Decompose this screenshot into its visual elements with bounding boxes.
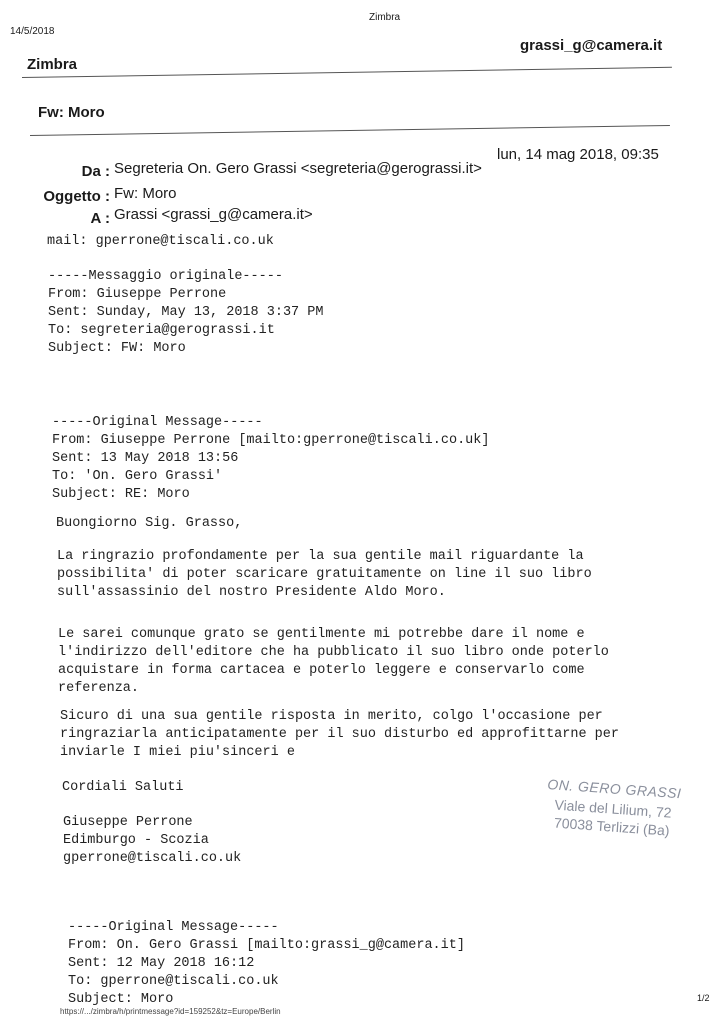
stamp-street: Viale del Lilium, 72 bbox=[553, 796, 673, 821]
paragraph-line: l'indirizzo dell'editore che ha pubblicato il suo libro onde poterlo bbox=[58, 645, 609, 660]
mail-line: mail: gperrone@tiscali.co.uk bbox=[47, 234, 274, 249]
signature-location: Edimburgo - Scozia bbox=[63, 833, 209, 848]
fwd3-from: From: On. Gero Grassi [mailto:grassi_g@camera.it] bbox=[68, 938, 465, 953]
paragraph-1 bbox=[57, 548, 592, 602]
fwd2-sent: Sent: 13 May 2018 13:56 bbox=[52, 451, 239, 466]
signature-name: Giuseppe Perrone bbox=[63, 815, 193, 830]
paragraph-line: Le sarei comunque grato se gentilmente mi potrebbe dare il nome e bbox=[58, 627, 585, 642]
subject-label: Oggetto : bbox=[43, 188, 110, 205]
print-date: 14/5/2018 bbox=[10, 26, 55, 37]
message-subject-title: Fw: Moro bbox=[38, 104, 105, 121]
to-label: A : bbox=[90, 210, 110, 227]
print-url: https://.../zimbra/h/printmessage?id=159252&tz=Europe/Berlin bbox=[60, 1007, 281, 1016]
stamp-city: 70038 Terlizzi (Ba) bbox=[553, 814, 671, 839]
header-divider bbox=[22, 67, 672, 78]
to-value: Grassi <grassi_g@camera.it> bbox=[114, 206, 313, 223]
stamp-name: ON. GERO GRASSI bbox=[546, 776, 682, 802]
fwd2-separator: -----Original Message----- bbox=[52, 415, 263, 430]
signature bbox=[63, 814, 241, 868]
fwd1-block bbox=[48, 268, 323, 358]
fwd1-sent: Sent: Sunday, May 13, 2018 3:37 PM bbox=[48, 305, 324, 320]
fwd2-from: From: Giuseppe Perrone [mailto:gperrone@tiscali.co.uk] bbox=[52, 433, 490, 448]
fwd2-block bbox=[52, 414, 489, 504]
fwd3-separator: -----Original Message----- bbox=[68, 920, 279, 935]
from-label: Da : bbox=[81, 163, 110, 180]
fwd2-subject: Subject: RE: Moro bbox=[52, 487, 190, 502]
fwd1-subject: Subject: FW: Moro bbox=[48, 341, 186, 356]
signature-email: gperrone@tiscali.co.uk bbox=[63, 851, 242, 866]
paragraph-line: ringraziarla anticipatamente per il suo disturbo ed approfittarne per bbox=[60, 727, 619, 742]
from-value: Segreteria On. Gero Grassi <segreteria@gerograssi.it> bbox=[114, 160, 482, 177]
fwd3-to: To: gperrone@tiscali.co.uk bbox=[68, 974, 279, 989]
message-date: lun, 14 mag 2018, 09:35 bbox=[497, 146, 659, 163]
paragraph-line: La ringrazio profondamente per la sua gentile mail riguardante la bbox=[57, 549, 584, 564]
paragraph-line: inviarle I miei piu'sinceri e bbox=[60, 745, 295, 760]
paragraph-line: referenza. bbox=[58, 681, 140, 696]
page-number: 1/2 bbox=[697, 993, 710, 1003]
fwd1-separator: -----Messaggio originale----- bbox=[48, 269, 283, 284]
fwd1-to: To: segreteria@gerograssi.it bbox=[48, 323, 275, 338]
address-stamp bbox=[544, 776, 682, 839]
account-email: grassi_g@camera.it bbox=[520, 37, 663, 54]
paragraph-line: Sicuro di una sua gentile risposta in merito, colgo l'occasione per bbox=[60, 709, 603, 724]
fwd2-to: To: 'On. Gero Grassi' bbox=[52, 469, 223, 484]
print-app-title: Zimbra bbox=[369, 12, 401, 23]
fwd1-from: From: Giuseppe Perrone bbox=[48, 287, 227, 302]
subject-divider bbox=[30, 125, 670, 136]
paragraph-line: acquistare in forma cartacea e poterlo leggere e conservarlo come bbox=[58, 663, 585, 678]
fwd3-subject: Subject: Moro bbox=[68, 992, 174, 1007]
paragraph-3 bbox=[60, 708, 619, 762]
fwd3-sent: Sent: 12 May 2018 16:12 bbox=[68, 956, 255, 971]
paragraph-2 bbox=[58, 626, 609, 698]
paragraph-line: sull'assassinio del nostro Presidente Aldo Moro. bbox=[57, 585, 446, 600]
greeting: Buongiorno Sig. Grasso, bbox=[56, 516, 243, 531]
app-label: Zimbra bbox=[27, 56, 78, 73]
paragraph-line: possibilita' di poter scaricare gratuitamente on line il suo libro bbox=[57, 567, 592, 582]
subject-value: Fw: Moro bbox=[114, 185, 177, 202]
closing: Cordiali Saluti bbox=[62, 780, 184, 795]
fwd3-block bbox=[68, 919, 465, 1009]
